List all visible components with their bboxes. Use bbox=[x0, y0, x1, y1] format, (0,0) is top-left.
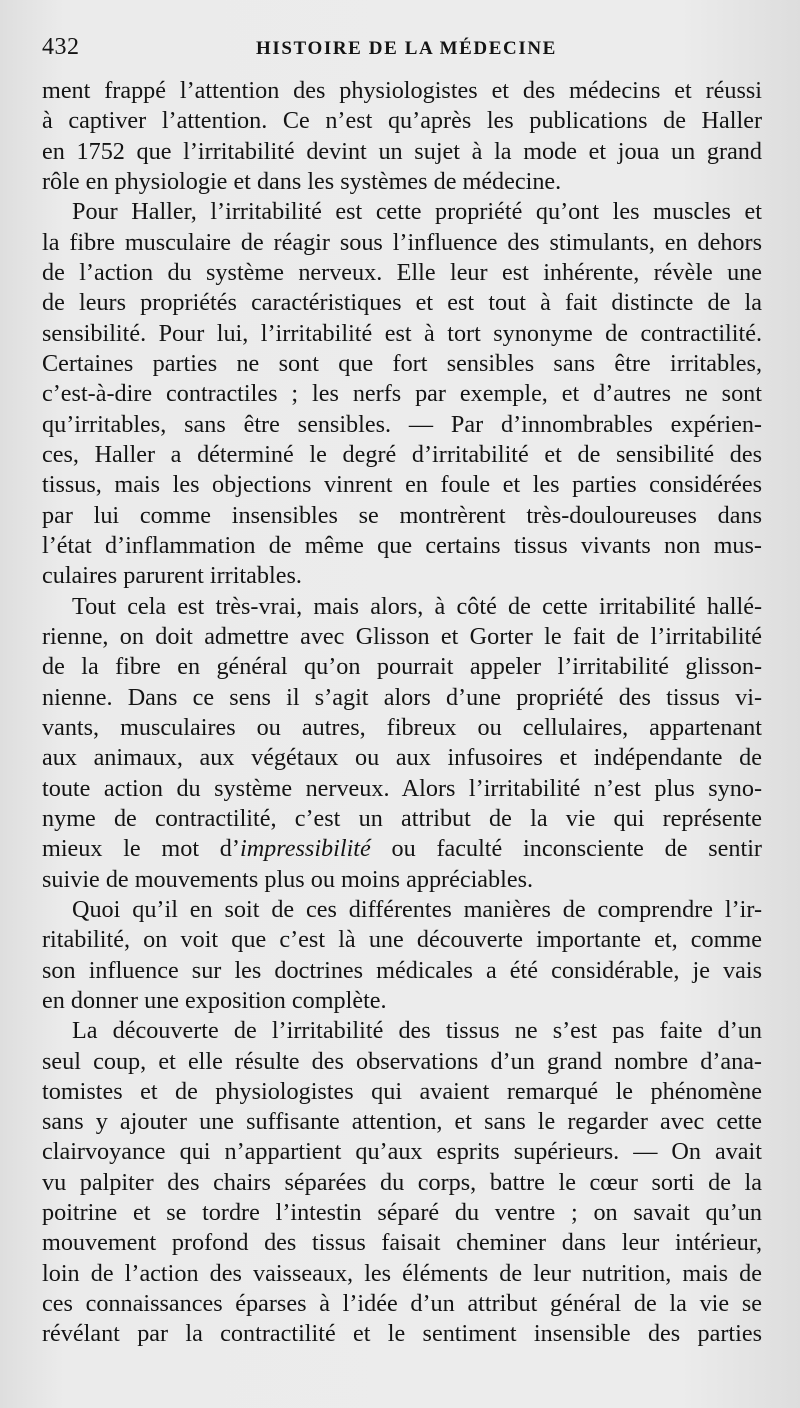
text-line: ces connaissances éparses à l’idée d’un attribut général de la vie se bbox=[42, 1290, 762, 1318]
text-line: qu’irritables, sans être sensibles. — Par d’innombrables expérien- bbox=[42, 410, 762, 438]
text-line bbox=[42, 834, 762, 864]
text-line: loin de l’action des vaisseaux, les éléments de leur nutrition, mais de bbox=[42, 1259, 762, 1287]
text-line: la fibre musculaire de réagir sous l’influence des stimulants, en dehors bbox=[42, 228, 762, 256]
text-line: de la fibre en général qu’on pourrait appeler l’irritabilité glisson- bbox=[42, 653, 762, 681]
text-line: clairvoyance qui n’appartient qu’aux esprits supérieurs. — On avait bbox=[42, 1138, 762, 1166]
text-line: Tout cela est très-vrai, mais alors, à côté de cette irritabilité hallé- bbox=[72, 592, 762, 620]
text-line: ment frappé l’attention des physiologistes et des médecins et réussi bbox=[42, 77, 762, 104]
italic-term: impressibilité bbox=[239, 835, 371, 863]
text-line: mouvement profond des tissus faisait cheminer dans leur intérieur, bbox=[42, 1229, 762, 1257]
text-line: Pour Haller, l’irritabilité est cette propriété qu’ont les muscles et bbox=[72, 198, 762, 226]
body-text bbox=[42, 76, 762, 1350]
text-line: rienne, on doit admettre avec Glisson et Gorter le fait de l’irritabilité bbox=[42, 622, 762, 650]
text-line: rôle en physiologie et dans les systèmes de médecine. bbox=[42, 167, 562, 195]
text-line: de l’action du système nerveux. Elle leur est inhérente, révèle une bbox=[42, 258, 762, 286]
text-line: par lui comme insensibles se montrèrent très-douloureuses dans bbox=[42, 501, 762, 529]
text-line: vants, musculaires ou autres, fibreux ou cellulaires, appartenant bbox=[42, 713, 762, 741]
page-header bbox=[42, 34, 760, 68]
text-line: La découverte de l’irritabilité des tissus ne s’est pas faite d’un bbox=[72, 1017, 762, 1045]
text-line: toute action du système nerveux. Alors l’irritabilité n’est plus syno- bbox=[42, 774, 762, 802]
text-line: poitrine et se tordre l’intestin séparé du ventre ; on savait qu’un bbox=[42, 1199, 762, 1227]
text-line: Certaines parties ne sont que fort sensibles sans être irritables, bbox=[42, 349, 762, 377]
text-line: nyme de contractilité, c’est un attribut de la vie qui représente bbox=[42, 804, 762, 832]
text-line: en 1752 que l’irritabilité devint un sujet à la mode et joua un grand bbox=[42, 137, 762, 165]
text-line: sensibilité. Pour lui, l’irritabilité est à tort synonyme de contractilité. bbox=[42, 319, 762, 347]
text-line: nienne. Dans ce sens il s’agit alors d’une propriété des tissus vi- bbox=[42, 683, 762, 711]
text-line: tomistes et de physiologistes qui avaient remarqué le phénomène bbox=[42, 1077, 762, 1105]
text-line: l’état d’inflammation de même que certains tissus vivants non mus- bbox=[42, 531, 762, 559]
text-line: tissus, mais les objections vinrent en foule et les parties considérées bbox=[42, 471, 762, 499]
text-line: culaires parurent irritables. bbox=[42, 562, 302, 590]
text-segment: ou faculté inconsciente de sentir bbox=[370, 835, 762, 863]
text-line: révélant par la contractilité et le sentiment insensible des parties bbox=[42, 1320, 762, 1348]
text-line: suivie de mouvements plus ou moins appréciables. bbox=[42, 865, 534, 893]
text-line: en donner une exposition complète. bbox=[42, 986, 387, 1014]
text-line: sans y ajouter une suffisante attention, et sans le regarder avec cette bbox=[42, 1108, 762, 1136]
text-segment: mieux le mot d’ bbox=[42, 835, 240, 863]
text-line: son influence sur les doctrines médicales a été considérable, je vais bbox=[42, 956, 762, 984]
text-line: Quoi qu’il en soit de ces différentes manières de comprendre l’ir- bbox=[72, 895, 762, 923]
text-line: aux animaux, aux végétaux ou aux infusoires et indépendante de bbox=[42, 744, 762, 772]
text-line: ritabilité, on voit que c’est là une découverte importante et, comme bbox=[42, 926, 762, 954]
text-line: c’est-à-dire contractiles ; les nerfs par exemple, et d’autres ne sont bbox=[42, 380, 762, 408]
running-head: HISTOIRE DE LA MÉDECINE bbox=[256, 38, 557, 59]
text-line: vu palpiter des chairs séparées du corps, battre le cœur sorti de la bbox=[42, 1168, 762, 1196]
text-line: seul coup, et elle résulte des observations d’un grand nombre d’ana- bbox=[42, 1047, 762, 1075]
text-line: à captiver l’attention. Ce n’est qu’après les publications de Haller bbox=[42, 107, 762, 135]
text-line: de leurs propriétés caractéristiques et est tout à fait distincte de la bbox=[42, 289, 762, 317]
text-line: ces, Haller a déterminé le degré d’irritabilité et de sensibilité des bbox=[42, 440, 762, 468]
page-number: 432 bbox=[42, 34, 80, 60]
